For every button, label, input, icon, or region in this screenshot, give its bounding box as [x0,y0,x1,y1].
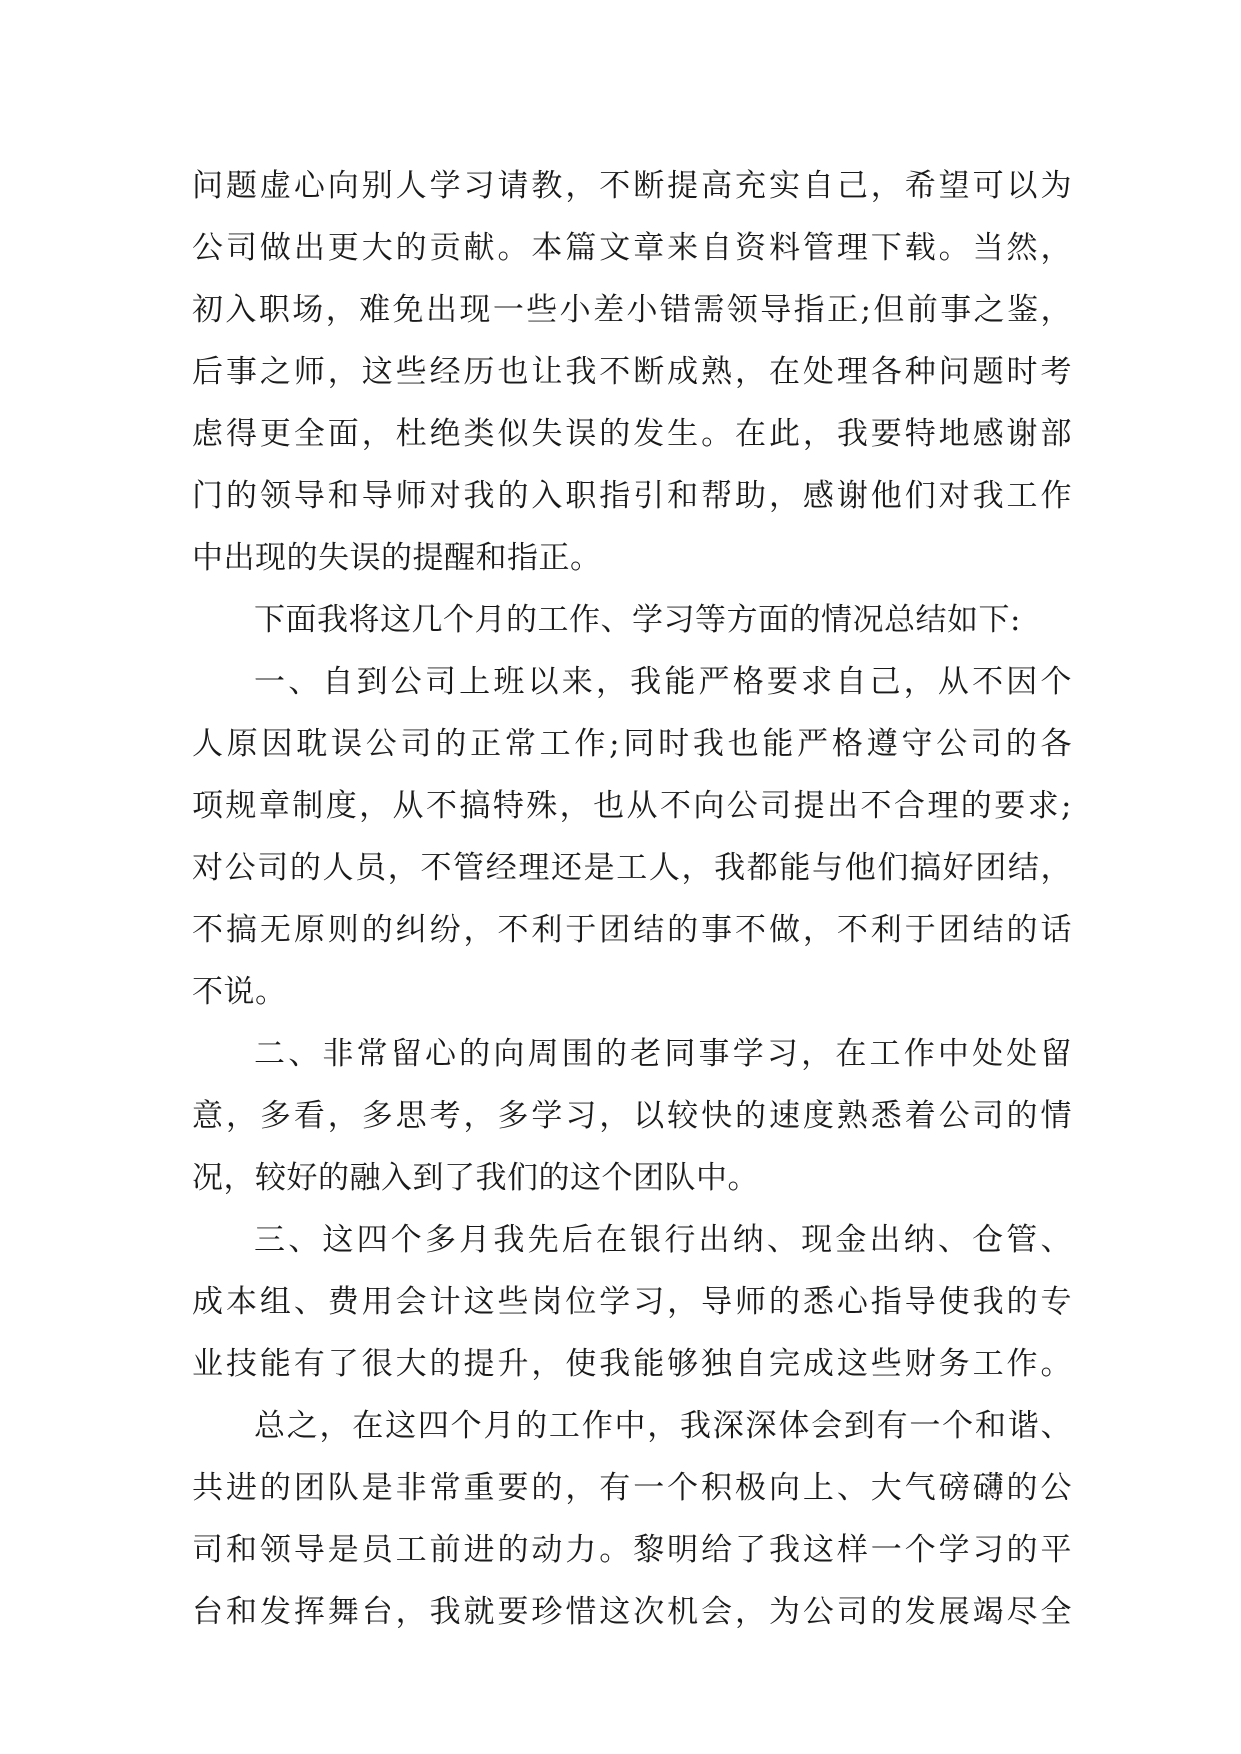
text-line: 项规章制度，从不搞特殊，也从不向公司提出不合理的要求; [192,788,1072,824]
text-line: 不说。 [192,974,287,1010]
text-line: 虑得更全面，杜绝类似失误的发生。在此，我要特地感谢部 [192,416,1072,452]
text-line: 司和领导是员工前进的动力。黎明给了我这样一个学习的平 [192,1532,1072,1568]
text-line: 业技能有了很大的提升，使我能够独自完成这些财务工作。 [192,1346,1072,1382]
text-line: 共进的团队是非常重要的，有一个积极向上、大气磅礴的公 [192,1470,1072,1506]
text-line: 况，较好的融入到了我们的这个团队中。 [192,1160,759,1196]
text-line: 初入职场，难免出现一些小差小错需领导指正;但前事之鉴， [192,292,1072,328]
text-line: 后事之师，这些经历也让我不断成熟，在处理各种问题时考 [192,354,1072,390]
paragraph-start: 一、自到公司上班以来，我能严格要求自己，从不因个 [254,664,1072,700]
text-line: 成本组、费用会计这些岗位学习，导师的悉心指导使我的专 [192,1284,1072,1320]
text-line: 问题虚心向别人学习请教，不断提高充实自己，希望可以为 [192,168,1072,204]
paragraph-start: 下面我将这几个月的工作、学习等方面的情况总结如下: [254,602,1021,638]
text-line: 门的领导和导师对我的入职指引和帮助，感谢他们对我工作 [192,478,1072,514]
text-line: 台和发挥舞台，我就要珍惜这次机会，为公司的发展竭尽全 [192,1594,1072,1630]
text-line: 对公司的人员，不管经理还是工人，我都能与他们搞好团结， [192,850,1072,886]
text-line: 人原因耽误公司的正常工作;同时我也能严格遵守公司的各 [192,726,1072,762]
paragraph-start: 二、非常留心的向周围的老同事学习，在工作中处处留 [254,1036,1072,1072]
text-line: 中出现的失误的提醒和指正。 [192,540,602,576]
text-line: 不搞无原则的纠纷，不利于团结的事不做，不利于团结的话 [192,912,1072,948]
text-line: 意，多看，多思考，多学习，以较快的速度熟悉着公司的情 [192,1098,1072,1134]
paragraph-start: 三、这四个多月我先后在银行出纳、现金出纳、仓管、 [254,1222,1072,1258]
paragraph-start: 总之，在这四个月的工作中，我深深体会到有一个和谐、 [254,1408,1072,1444]
body-text [192,155,1072,1643]
text-line: 公司做出更大的贡献。本篇文章来自资料管理下载。当然， [192,230,1072,266]
